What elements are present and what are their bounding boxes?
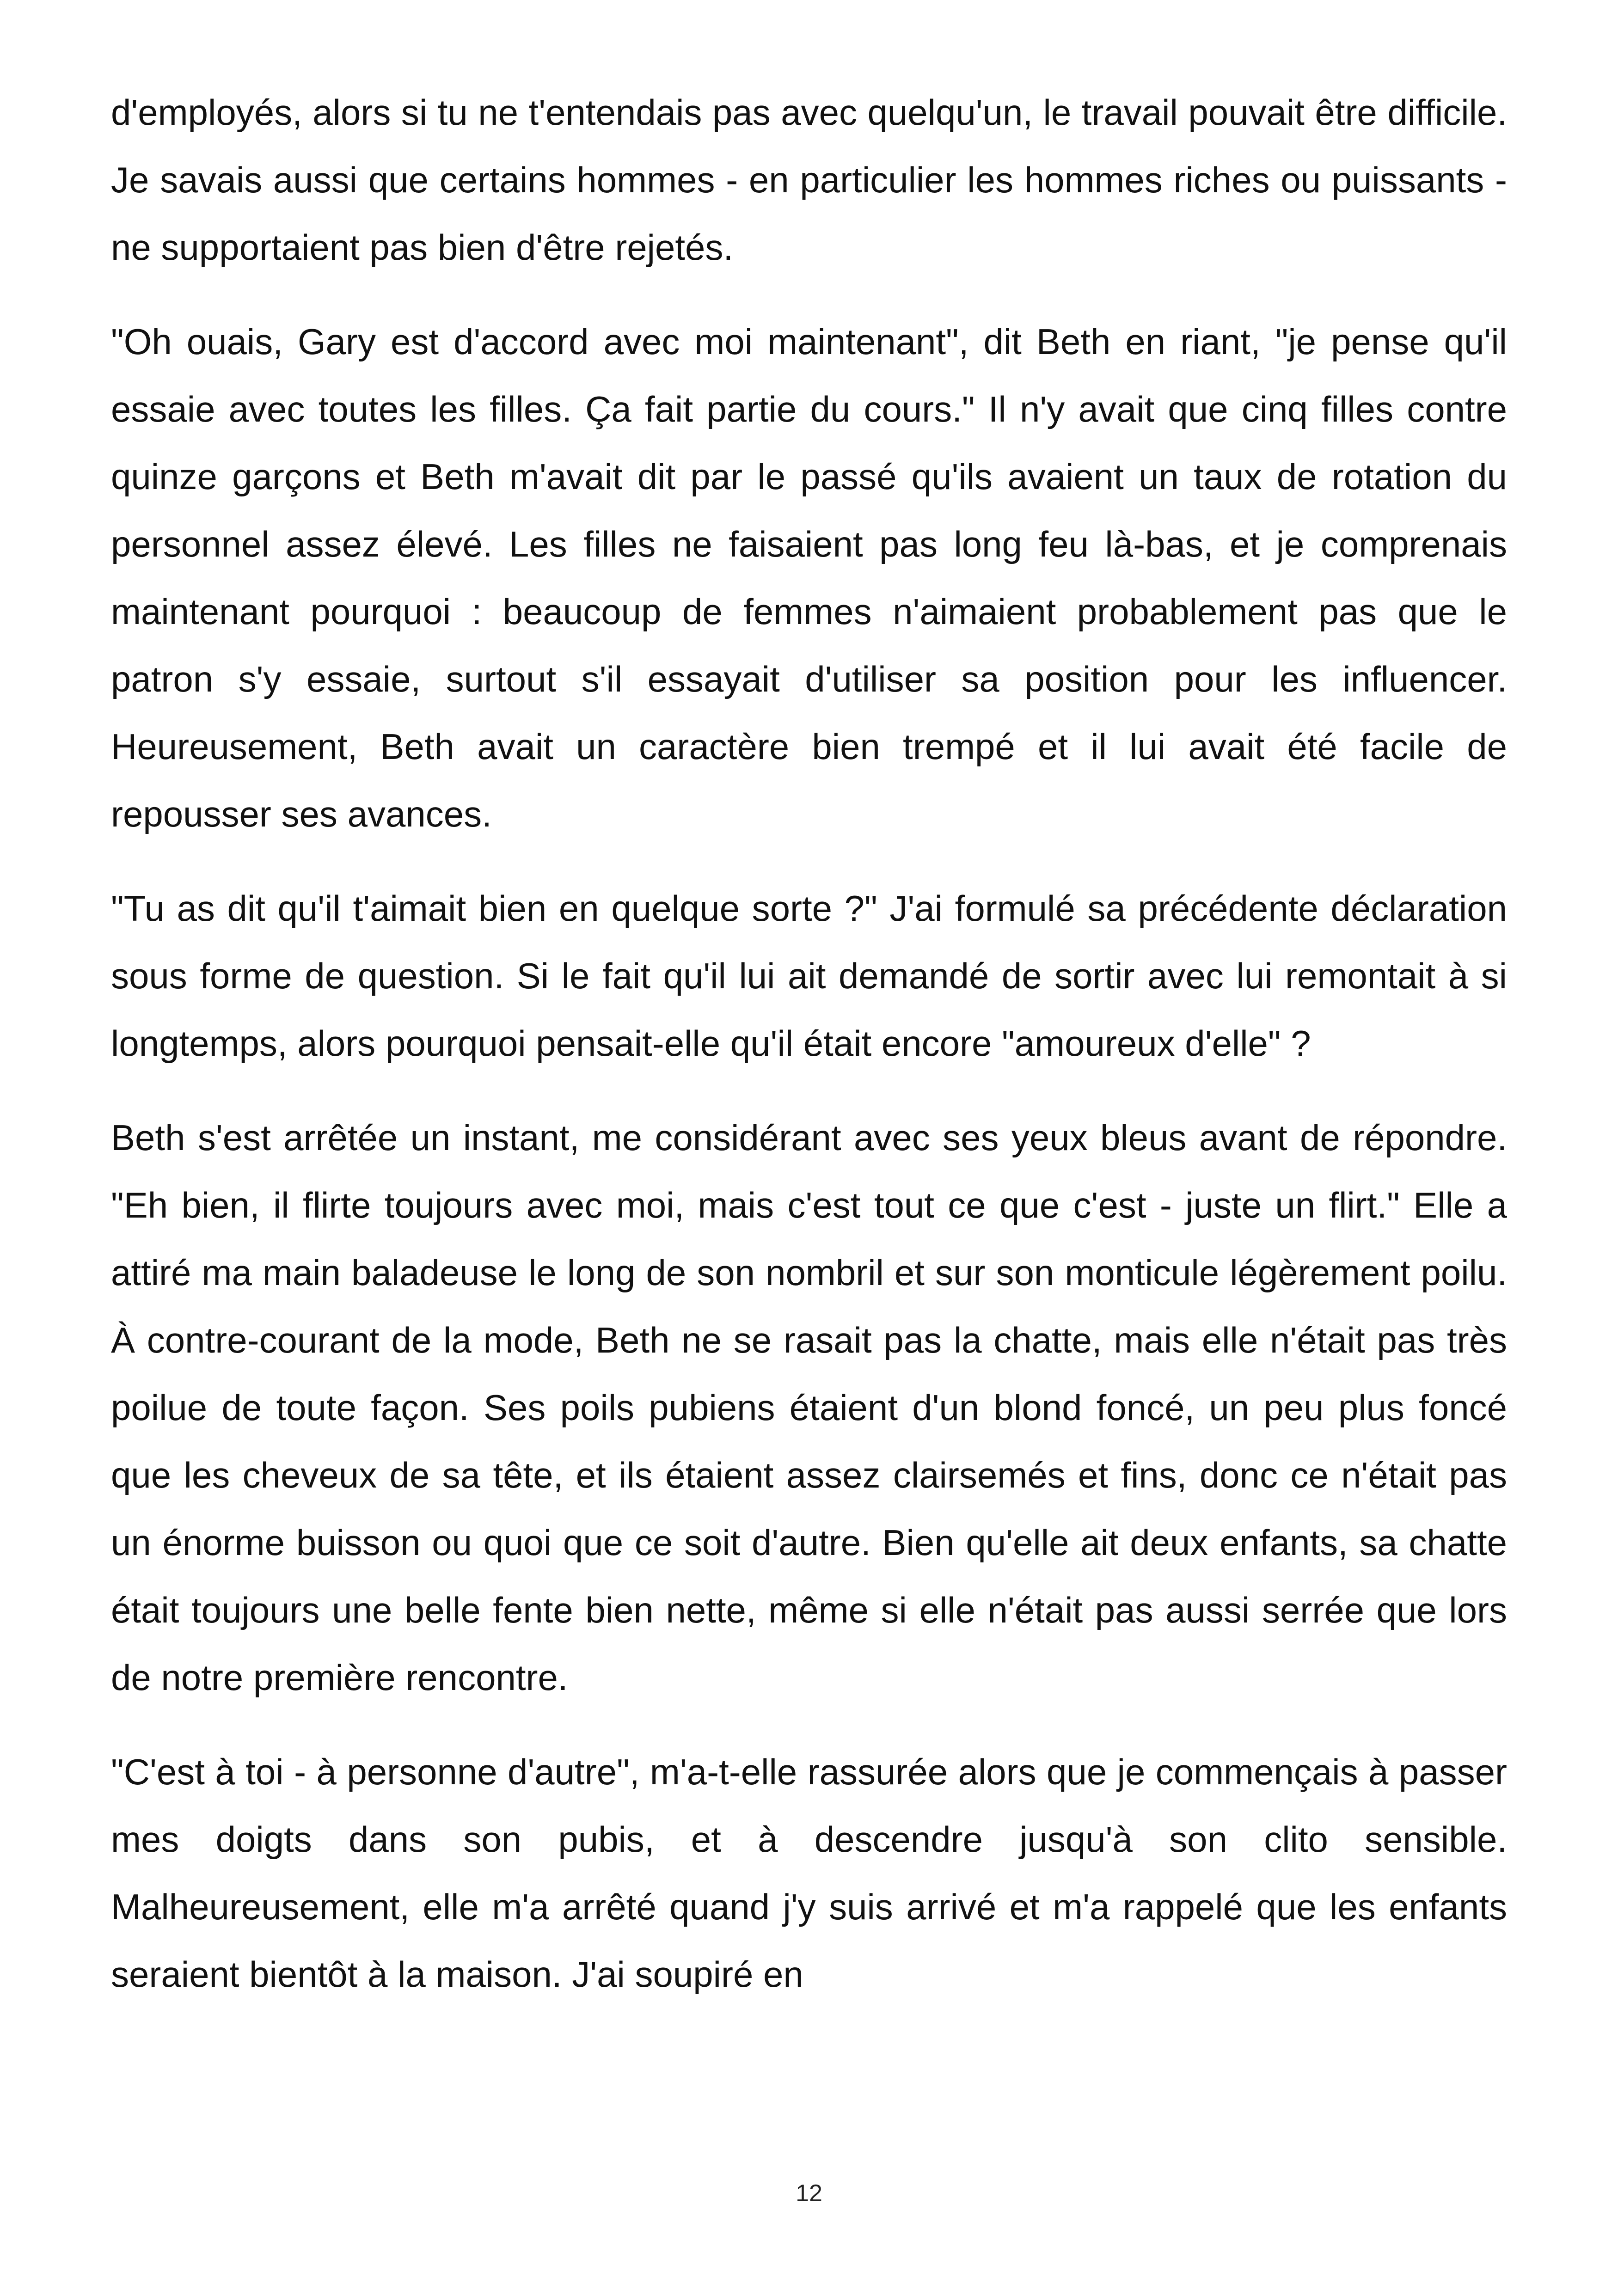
paragraph-1: d'employés, alors si tu ne t'entendais pas avec quelqu'un, le travail pouvait être difficile. Je savais aussi que certains hommes - en particulier les hommes riches ou puissants - ne supportaient pas bien d'être rejetés. [111, 92, 1507, 268]
paragraph-3: "Tu as dit qu'il t'aimait bien en quelque sorte ?" J'ai formulé sa précédente déclaration sous forme de question. Si le fait qu'il lui ait demandé de sortir avec lui remontait à si longtemps, alors pourquoi pensait-elle qu'il était encore "amoureux d'elle" ? [111, 888, 1507, 1064]
paragraph-4: Beth s'est arrêtée un instant, me considérant avec ses yeux bleus avant de répondre. "Eh bien, il flirte toujours avec moi, mais c'est tout ce que c'est - juste un flirt." Elle a attiré ma main baladeuse le long de son nombril et sur son monticule légèrement poilu. À contre-courant de la mode, Beth ne se rasait pas la chatte, mais elle n'était pas très poilue de toute façon. Ses poils pubiens étaient d'un blond foncé, un peu plus foncé que les cheveux de sa tête, et ils étaient assez clairsemés et fins, donc ce n'était pas un énorme buisson ou quoi que ce soit d'autre. Bien qu'elle ait deux enfants, sa chatte était toujours une belle fente bien nette, même si elle n'était pas aussi serrée que lors de notre première rencontre. [111, 1117, 1507, 1698]
page-body [111, 79, 1507, 2008]
paragraph-2: "Oh ouais, Gary est d'accord avec moi maintenant", dit Beth en riant, "je pense qu'il essaie avec toutes les filles. Ça fait partie du cours." Il n'y avait que cinq filles contre quinze garçons et Beth m'avait dit par le passé qu'ils avaient un taux de rotation du personnel assez élevé. Les filles ne faisaient pas long feu là-bas, et je comprenais maintenant pourquoi : beaucoup de femmes n'aimaient probablement pas que le patron s'y essaie, surtout s'il essayait d'utiliser sa position pour les influencer. Heureusement, Beth avait un caractère bien trempé et il lui avait été facile de repousser ses avances. [111, 321, 1507, 834]
page-number: 12 [796, 2180, 822, 2207]
paragraph-5: "C'est à toi - à personne d'autre", m'a-t-elle rassurée alors que je commençais à passer mes doigts dans son pubis, et à descendre jusqu'à son clito sensible. Malheureusement, elle m'a arrêté quand j'y suis arrivé et m'a rappelé que les enfants seraient bientôt à la maison. J'ai soupiré en [111, 1751, 1507, 1995]
